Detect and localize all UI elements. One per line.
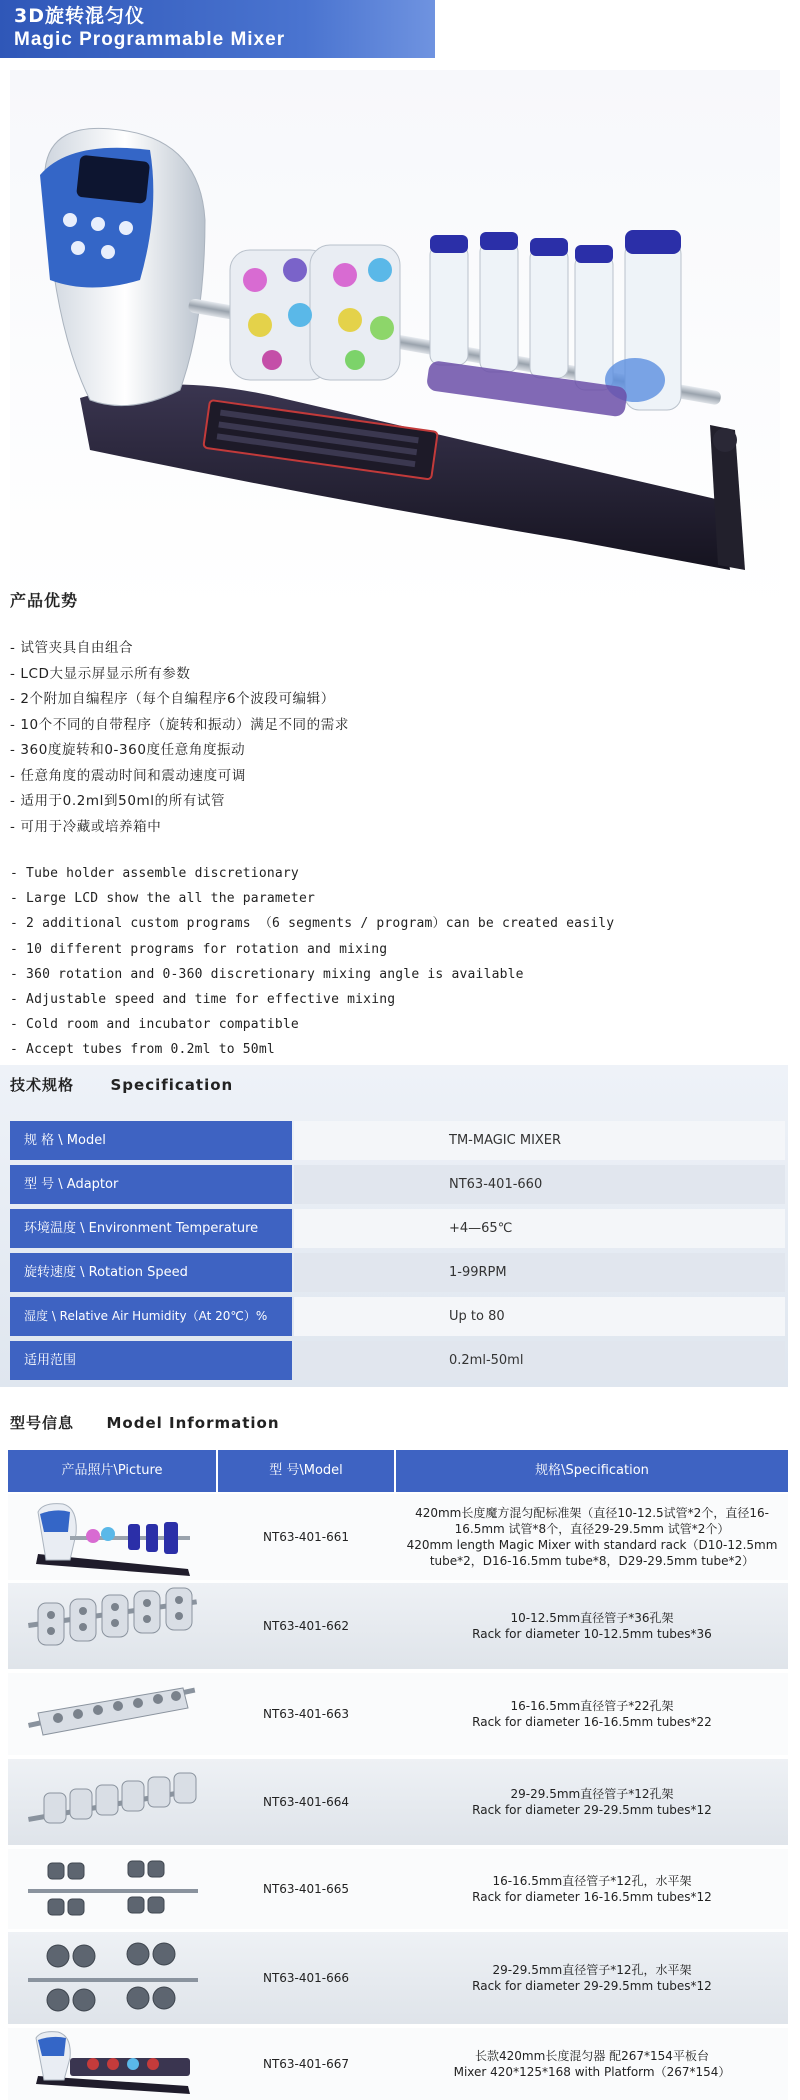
advantage-item: - 10 different programs for rotation and mixing	[10, 941, 388, 957]
spec-value: Up to 80	[294, 1297, 785, 1336]
spec-key: 湿度 \ Relative Air Humidity（At 20℃）%	[10, 1297, 292, 1336]
spec-key: 规 格 \ Model	[10, 1121, 292, 1160]
model-number: NT63-401-663	[262, 1707, 350, 1721]
product-thumbnail	[8, 1932, 216, 2024]
advantages-list-cn	[10, 636, 349, 840]
advantage-item: - Adjustable speed and time for effective mixing	[10, 991, 396, 1007]
model-number: NT63-401-667	[262, 2057, 350, 2071]
spec-row	[10, 1209, 785, 1248]
advantage-item: - 适用于0.2ml到50ml的所有试管	[10, 793, 226, 809]
product-thumbnail	[8, 2028, 216, 2100]
model-row	[8, 1494, 788, 1580]
product-thumbnail	[8, 1849, 216, 1929]
model-row	[8, 1932, 788, 2024]
model-spec-cn: 长款420mm长度混匀器 配267*154平板台	[475, 2049, 709, 2063]
model-spec	[396, 1932, 788, 2024]
advantage-item: - 任意角度的震动时间和震动速度可调	[10, 767, 246, 784]
title-cn: 3D旋转混匀仪	[14, 5, 145, 27]
specification-title-cn: 技术规格	[10, 1076, 75, 1094]
advantage-item: - 2 additional custom programs （6 segments / program）can be created easily	[10, 916, 615, 932]
product-thumbnail	[8, 1494, 216, 1580]
model-spec	[396, 1673, 788, 1755]
spec-row	[10, 1341, 785, 1380]
model-row	[8, 1583, 788, 1669]
advantage-item: - LCD大显示屏显示所有参数	[10, 665, 191, 682]
model-number: NT63-401-665	[262, 1882, 350, 1896]
product-thumbnail	[8, 1583, 216, 1669]
title-banner	[0, 0, 435, 58]
model-spec-en: Mixer 420*125*168 with Platform（267*154）	[453, 2065, 731, 2079]
advantage-item: - 2个附加自编程序（每个自编程序6个波段可编辑）	[10, 691, 335, 707]
model-header-spec: 规格\Specification	[396, 1450, 788, 1492]
advantage-item: - Large LCD show the all the parameter	[10, 891, 316, 907]
model-spec-cn: 16-16.5mm直径管子*12孔，水平架	[492, 1874, 692, 1888]
advantage-item: - 可用于冷藏或培养箱中	[10, 818, 162, 835]
product-hero-image	[10, 70, 780, 615]
model-spec	[396, 1849, 788, 1929]
model-number: NT63-401-664	[262, 1795, 350, 1809]
specification-title	[10, 1074, 233, 1095]
model-spec-en: Rack for diameter 29-29.5mm tubes*12	[472, 1803, 712, 1817]
product-thumbnail	[8, 1673, 216, 1755]
spec-row	[10, 1165, 785, 1204]
advantage-item: - 360 rotation and 0-360 discretionary mixing angle is available	[10, 966, 524, 982]
model-spec-en: Rack for diameter 10-12.5mm tubes*36	[472, 1627, 712, 1641]
advantage-item: - 360度旋转和0-360度任意角度振动	[10, 742, 246, 758]
model-spec-en: Rack for diameter 16-16.5mm tubes*22	[472, 1715, 712, 1729]
product-thumbnail	[8, 1759, 216, 1845]
model-spec	[396, 1494, 788, 1580]
spec-value: +4—65℃	[294, 1209, 785, 1248]
model-spec-cn: 29-29.5mm直径管子*12孔，水平架	[492, 1963, 692, 1977]
specification-title-en: Specification	[110, 1076, 234, 1094]
advantage-item: - Cold room and incubator compatible	[10, 1017, 299, 1033]
spec-key: 旋转速度 \ Rotation Speed	[10, 1253, 292, 1292]
model-info-title-cn: 型号信息	[10, 1414, 75, 1432]
spec-value: NT63-401-660	[294, 1165, 785, 1204]
spec-row	[10, 1253, 785, 1292]
model-spec-cn: 29-29.5mm直径管子*12孔架	[510, 1787, 674, 1801]
model-spec	[396, 1583, 788, 1669]
model-number: NT63-401-661	[262, 1530, 350, 1544]
model-info-title-en: Model Information	[106, 1414, 280, 1432]
title-en: Magic Programmable Mixer	[14, 29, 286, 50]
model-info-title	[10, 1412, 280, 1433]
model-spec-en: 420mm length Magic Mixer with standard rack（D10-12.5mm tube*2，D16-16.5mm tube*8，D29-29.5mm tube*2）	[406, 1538, 778, 1568]
model-row	[8, 2028, 788, 2100]
spec-key: 环境温度 \ Environment Temperature	[10, 1209, 292, 1248]
spec-row	[10, 1297, 785, 1336]
advantage-item: - 10个不同的自带程序（旋转和振动）满足不同的需求	[10, 716, 349, 733]
model-row	[8, 1849, 788, 1929]
model-number: NT63-401-666	[262, 1971, 350, 1985]
spec-key: 适用范围	[10, 1341, 292, 1380]
model-spec-cn: 10-12.5mm直径管子*36孔架	[510, 1611, 674, 1625]
model-header-picture: 产品照片\Picture	[8, 1450, 216, 1492]
advantage-item: - 试管夹具自由组合	[10, 640, 134, 656]
model-spec-en: Rack for diameter 16-16.5mm tubes*12	[472, 1890, 712, 1904]
spec-value: TM-MAGIC MIXER	[294, 1121, 785, 1160]
spec-key: 型 号 \ Adaptor	[10, 1165, 292, 1204]
model-number: NT63-401-662	[262, 1619, 350, 1633]
advantages-title: 产品优势	[10, 591, 79, 610]
model-row	[8, 1673, 788, 1755]
spec-row	[10, 1121, 785, 1160]
advantage-item: - Accept tubes from 0.2ml to 50ml	[10, 1042, 275, 1058]
model-header-model: 型 号\Model	[218, 1450, 394, 1492]
model-spec-en: Rack for diameter 29-29.5mm tubes*12	[472, 1979, 712, 1993]
advantage-item: - Tube holder assemble discretionary	[10, 866, 299, 881]
spec-value: 1-99RPM	[294, 1253, 785, 1292]
model-spec	[396, 2028, 788, 2100]
advantages-list-en	[10, 861, 614, 1063]
model-row	[8, 1759, 788, 1845]
spec-value: 0.2ml-50ml	[294, 1341, 785, 1380]
model-spec-cn: 16-16.5mm直径管子*22孔架	[510, 1699, 674, 1713]
model-spec-cn: 420mm长度魔方混匀配标准架（直径10-12.5试管*2个，直径16-16.5mm 试管*8个，直径29-29.5mm 试管*2个）	[415, 1506, 769, 1536]
model-spec	[396, 1759, 788, 1845]
